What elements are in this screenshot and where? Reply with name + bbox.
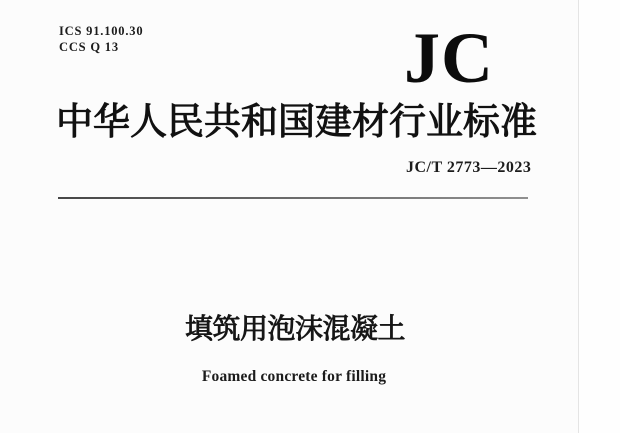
ics-code: ICS 91.100.30 [59, 24, 144, 38]
standard-number: JC/T 2773—2023 [406, 159, 532, 176]
jc-logo: JC [404, 18, 494, 98]
ccs-code: CCS Q 13 [59, 39, 119, 54]
document-title-zh: 填筑用泡沫混凝土 [184, 313, 405, 344]
document-title-en: Foamed concrete for filling [201, 368, 387, 385]
header-rule [58, 197, 528, 199]
classification-codes [59, 24, 143, 55]
standard-title: 中华人民共和国建材行业标准 [56, 101, 537, 142]
